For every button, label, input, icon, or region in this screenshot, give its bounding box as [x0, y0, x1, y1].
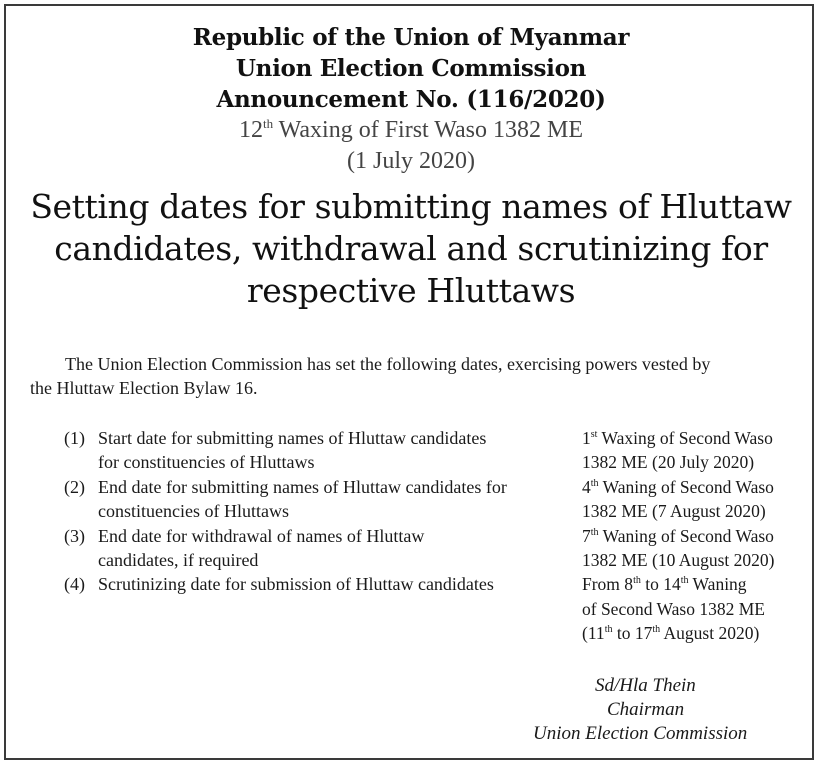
item-description: Start date for submitting names of Hluttaw candidates [98, 428, 487, 448]
country-name: Republic of the Union of Myanmar [192, 24, 630, 51]
item-description: for constituencies of Hluttaws [98, 452, 315, 473]
intro-paragraph [30, 352, 794, 400]
item-number: (4) [64, 574, 85, 595]
item-date: of Second Waso 1382 ME [582, 598, 765, 619]
announcement-number: Announcement No. (116/2020) [216, 86, 606, 113]
intro-line: The Union Election Commission has set the following dates, exercising powers vested by [65, 354, 711, 374]
item-number: (1) [64, 428, 85, 448]
item-date: 1382 ME (10 August 2020) [582, 549, 775, 570]
myanmar-date: 12th Waxing of First Waso 1382 ME [238, 116, 584, 143]
list-item-continued [0, 621, 822, 645]
item-date: (11th to 17th August 2020) [582, 623, 760, 644]
signatory-name: Sd/Hla Thein [595, 675, 696, 696]
intro-line: the Hluttaw Election Bylaw 16. [30, 378, 258, 398]
item-date: 7th Waning of Second Waso [582, 525, 774, 546]
item-description: Scrutinizing date for submission of Hluttaw candidates [98, 574, 494, 595]
date-list [0, 426, 822, 646]
announcement-header [0, 22, 822, 177]
title-line: candidates, withdrawal and scrutinizing for [54, 229, 768, 268]
signatory-organization: Union Election Commission [533, 723, 748, 744]
item-description: End date for submitting names of Hluttaw candidates for [98, 476, 507, 497]
list-item-continued [0, 597, 822, 621]
item-description: candidates, if required [98, 549, 259, 570]
item-description: End date for withdrawal of names of Hluttaw [98, 525, 425, 546]
gregorian-date: (1 July 2020) [347, 148, 475, 174]
list-item [0, 524, 822, 548]
list-item [0, 475, 822, 499]
item-date: 1st Waxing of Second Waso [582, 428, 773, 448]
item-number: (2) [64, 476, 85, 497]
item-date: 1382 ME (7 August 2020) [582, 501, 766, 522]
list-item [0, 426, 822, 450]
list-item [0, 572, 822, 596]
signatory-title: Chairman [607, 699, 685, 720]
commission-name: Union Election Commission [235, 55, 587, 82]
item-date: 1382 ME (20 July 2020) [582, 452, 755, 473]
title-line: respective Hluttaws [246, 271, 576, 310]
item-date: 4th Waning of Second Waso [582, 476, 774, 497]
list-item-continued [0, 548, 822, 572]
item-description: constituencies of Hluttaws [98, 501, 289, 522]
title-line: Setting dates for submitting names of Hluttaw [30, 187, 792, 226]
item-date: From 8th to 14th Waning [582, 574, 747, 595]
announcement-title [20, 186, 802, 312]
item-number: (3) [64, 525, 85, 546]
list-item-continued [0, 499, 822, 523]
list-item-continued [0, 450, 822, 474]
